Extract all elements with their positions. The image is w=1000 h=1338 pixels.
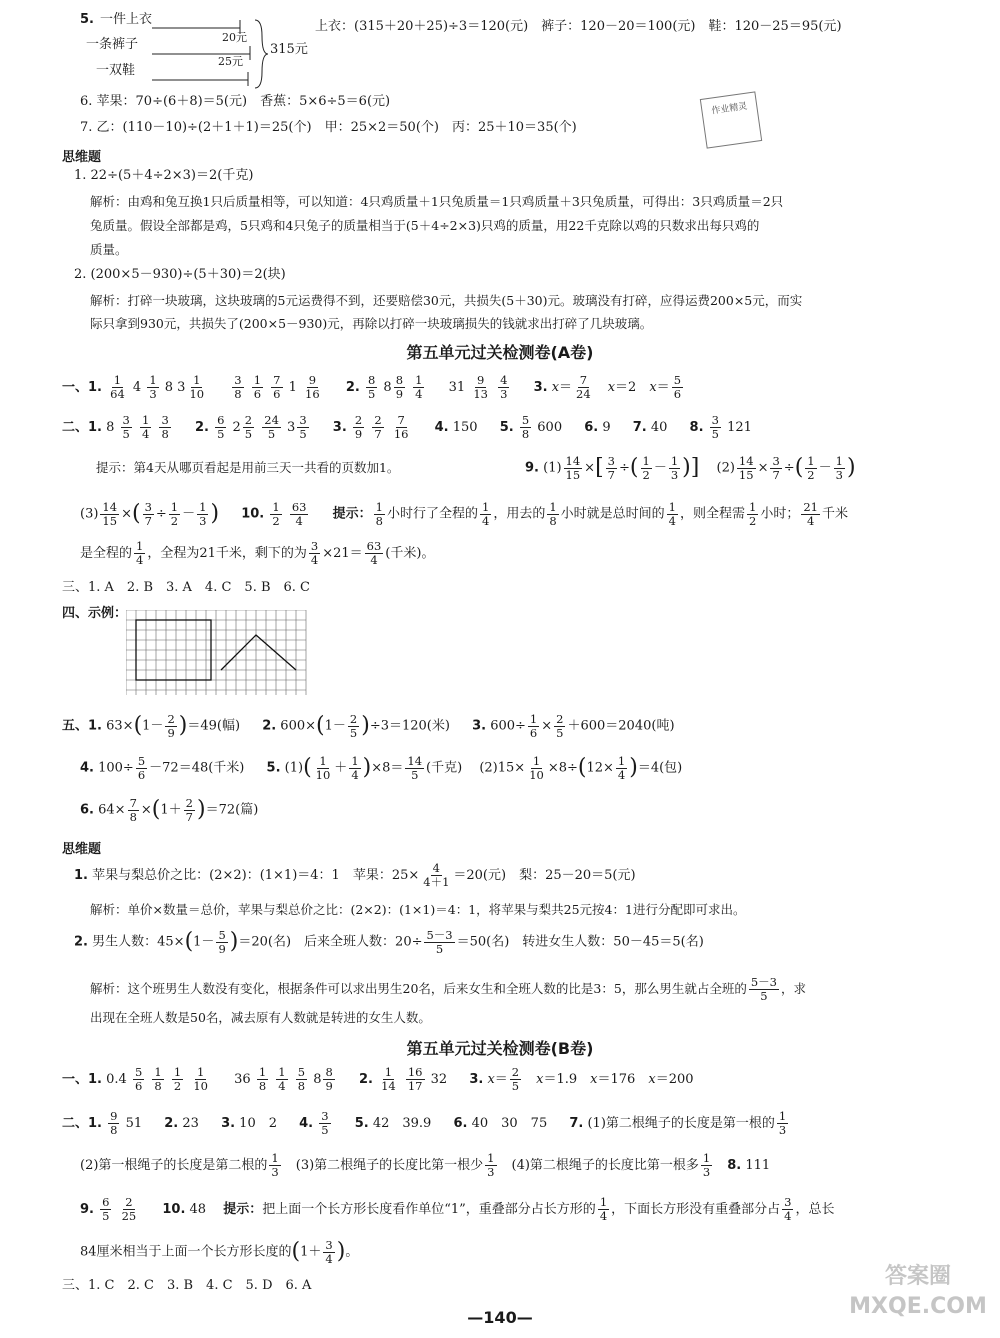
q6-answer: 6. 苹果：70÷(6＋8)＝5(元) 香蕉：5×6÷5＝6(元) [80, 94, 391, 109]
q5-shirt: 一件上衣 [100, 12, 153, 27]
unit-a-s5-row1: 五、1. 63×(1－ $\frac{2}{9}$ )＝49(幅) 2. 600×(1－ $\frac{2}{5}$ )÷3＝120(米) 3. 600÷ $\frac{1}{6}$ × $\frac{2}{5}$ ＋600＝2040(吨) [62, 711, 675, 740]
siwei2-q1: 1. 苹果与梨总价之比：(2×2)：(1×1)＝4：1 苹果：25× $\frac{4}{4+1}$ ＝20(元) 梨：25－20＝5(元) [74, 861, 636, 889]
q5-answer: 上衣：(315＋20＋25)÷3＝120(元) 裤子：120－20＝100(元) 鞋：120－25＝95(元) [315, 19, 842, 34]
unit-a-section2: 二、1. 8 $\frac{3}{5}$ $\frac{1}{4}$ $\frac{3}{8}$ 2. $\frac{6}{5}$ 2 $\frac{2}{5}$ $\frac{24}{5}$ 3 $\frac{3}{5}$ 3. $\frac{2}{9}$ $\frac{2}{7}$ $\frac{7}{16}$ 4. 150 5. $\frac{5}{8}$ 600 6. 9 7. 40 8. $\frac{3}{5}$ 121 [62, 413, 752, 441]
unit-a-section3: 三、1. A 2. B 3. A 4. C 5. B 6. C [62, 580, 310, 595]
unit-b-section3: 三、1. C 2. C 3. B 4. C 5. D 6. A [62, 1278, 312, 1293]
q5-shoes: 一双鞋 [96, 63, 136, 78]
siwei1-q2: 2. (200×5－930)÷(5＋30)＝2(块) [74, 267, 286, 282]
siwei1-q1: 1. 22÷(5＋4÷2×3)＝2(千克) [74, 168, 254, 183]
siwei1-q1-exp-3: 质量。 [90, 242, 128, 257]
q7-answer: 7. 乙：(110－10)÷(2＋1＋1)＝25(个) 甲：25×2＝50(个) 丙：25＋10＝35(个) [80, 120, 577, 135]
unit-a-q9: 9. (1) $\frac{14}{15}$ ×[ $\frac{3}{7}$ ÷( $\frac{1}{2}$ － $\frac{1}{3}$ )] (2) $\frac{14}{15}$ × $\frac{3}{7}$ ÷( $\frac{1}{2}$ － $\frac{1}{3}$ ) [525, 453, 856, 482]
unit-a-section1: 一、1. $\frac{1}{64}$ 4 $\frac{1}{3}$ 8 3 $\frac{1}{10}$ $\frac{3}{8}$ $\frac{1}{6}$ $\frac{7}{6}$ 1 $\frac{9}{16}$ 2. $\frac{8}{5}$ 8 $\frac{8}{9}$ $\frac{1}{4}$ 31 $\frac{9}{13}$ $\frac{4}{3}$ 3. x＝ $\frac{7}{24}$ x＝2 x＝ $\frac{5}{6}$ [62, 373, 682, 401]
grid-drawing [126, 610, 312, 696]
unit-b-s2-label: 二、1. [62, 1116, 102, 1131]
unit-a-title: 第五单元过关检测卷(A卷) [406, 343, 594, 362]
siwei-heading-2: 思维题 [62, 842, 102, 857]
q5-twenty: 20元 [222, 31, 247, 44]
watermark-text: 答案圈 MXQE.COM [849, 1264, 987, 1319]
watermark-logo [842, 1262, 994, 1332]
unit-a-s2-label: 二、1. [62, 420, 102, 435]
q5-label: 5. [80, 12, 94, 27]
siwei2-q2-exp-1: 解析：这个班男生人数没有变化，根据条件可以求出男生20名，后来女生和全班人数的比是3：5，那么男生就占全班的 $\frac{5-3}{5}$ ，求 [90, 975, 806, 1003]
q5-twentyfive: 25元 [218, 55, 243, 68]
unit-a-s5-row3: 6. 64× $\frac{7}{8}$ ×(1＋ $\frac{2}{7}$ )＝72(篇) [80, 795, 259, 824]
siwei1-q2-exp-2: 际只拿到930元，共损失了(200×5－930)元，再除以打碎一块玻璃损失的钱就求出打碎了几块玻璃。 [90, 316, 653, 331]
siwei2-q2: 2. 男生人数：45×(1－ $\frac{5}{9}$ )＝20(名) 后来全班人数：20÷ $\frac{5-3}{5}$ ＝50(名) 转进女生人数：50－45＝5(名) [74, 927, 704, 956]
unit-b-section1: 一、1. 0.4 $\frac{5}{6}$ $\frac{1}{8}$ $\frac{1}{2}$ $\frac{1}{10}$ 36 $\frac{1}{8}$ $\frac{1}{4}$ $\frac{5}{8}$ 8 $\frac{8}{9}$ 2. $\frac{1}{14}$ $\frac{16}{17}$ 32 3. x＝ $\frac{2}{5}$ x＝1.9 x＝176 x＝200 [62, 1065, 694, 1093]
unit-a-hint1: 提示：第4天从哪页看起是用前三天一共看的页数加1。 [96, 460, 400, 475]
unit-b-s1-label: 一、1. [62, 1072, 102, 1087]
unit-a-section4-label: 四、示例： [62, 606, 128, 621]
siwei1-q2-exp-1: 解析：打碎一块玻璃，这块玻璃的5元运费得不到，还要赔偿30元，共损失(5＋30)元。玻璃没有打碎，应得运费200×5元，而实 [90, 293, 803, 308]
unit-b-title: 第五单元过关检测卷(B卷) [406, 1039, 594, 1058]
unit-a-q10-cont: 是全程的 $\frac{1}{4}$ ，全程为21千米，剩下的为 $\frac{3}{4}$ ×21＝ $\frac{63}{4}$ (千米)。 [80, 539, 435, 567]
unit-b-s2-7b: (2)第一根绳子的长度是第二根的 $\frac{1}{3}$ (3)第二根绳子的长度比第一根少 $\frac{1}{3}$ (4)第二根绳子的长度比第一根多 $\frac{1}{3}$ 8. 111 [80, 1151, 771, 1179]
unit-b-section2: 二、1. $\frac{9}{8}$ 51 2. 23 3. 10 2 4. $\frac{3}{5}$ 5. 42 39.9 6. 40 30 75 7. (1)第二根绳子的长度是第一根的 $\frac{1}{3}$ [62, 1109, 787, 1137]
unit-a-s5-row2: 4. 100÷ $\frac{5}{6}$ －72＝48(千米) 5. (1)( $\frac{1}{10}$ ＋ $\frac{1}{4}$ )×8＝ $\frac{14}{5}$ (千克) (2)15× $\frac{1}{10}$ ×8÷(12× $\frac{1}{4}$ )＝4(包) [80, 753, 683, 782]
page-number: —140— [467, 1308, 533, 1327]
unit-a-s1-label: 一、1. [62, 380, 102, 395]
q5-pants: 一条裤子 [86, 37, 139, 52]
siwei1-q1-exp-1: 解析：由鸡和兔互换1只后质量相等，可以知道：4只鸡质量＋1只兔质量＝1只鸡质量＋3只兔质量，可得出：3只鸡质量＝2只 [90, 194, 784, 209]
stamp-text: 作业精灵 [710, 101, 748, 117]
siwei-heading-1: 思维题 [62, 150, 102, 165]
unit-b-s2-9: 9. $\frac{6}{5}$ $\frac{2}{25}$ 10. 48 提示：把上面一个长方形长度看作单位“1”，重叠部分占长方形的 $\frac{1}{4}$ ，下面长方形没有重叠部分占 $\frac{3}{4}$ ，总长 [80, 1195, 835, 1223]
siwei1-q1-exp-2: 兔质量。假设全部都是鸡，5只鸡和4只兔子的质量相当于(5＋4÷2×3)只鸡的质量，用22千克除以鸡的只数求出每只鸡的 [90, 218, 760, 233]
q5-total: 315元 [270, 42, 308, 57]
unit-a-q9-3-q10: (3) $\frac{14}{15}$ ×( $\frac{3}{7}$ ÷ $\frac{1}{2}$ － $\frac{1}{3}$ ) 10. $\frac{1}{2}$ $\frac{63}{4}$ 提示： $\frac{1}{8}$ 小时行了全程的 $\frac{1}{4}$ ，用去的 $\frac{1}{8}$ 小时就是总时间的 $\frac{1}{4}$ ，则全程需 $\frac{1}{2}$ 小时； $\frac{21}{4}$ 千米 [80, 499, 849, 528]
siwei2-q2-exp-2: 出现在全班人数是50名，减去原有人数就是转进的女生人数。 [90, 1010, 431, 1025]
siwei2-q1-exp: 解析：单价×数量＝总价，苹果与梨总价之比：(2×2)：(1×1)＝4：1，将苹果与梨共25元按4：1进行分配即可求出。 [90, 902, 746, 917]
stamp-image [700, 91, 762, 148]
q5-line-diagram [140, 14, 270, 94]
unit-b-s2-9-hint2: 84厘米相当于上面一个长方形长度的(1＋ $\frac{3}{4}$ )。 [80, 1237, 359, 1266]
